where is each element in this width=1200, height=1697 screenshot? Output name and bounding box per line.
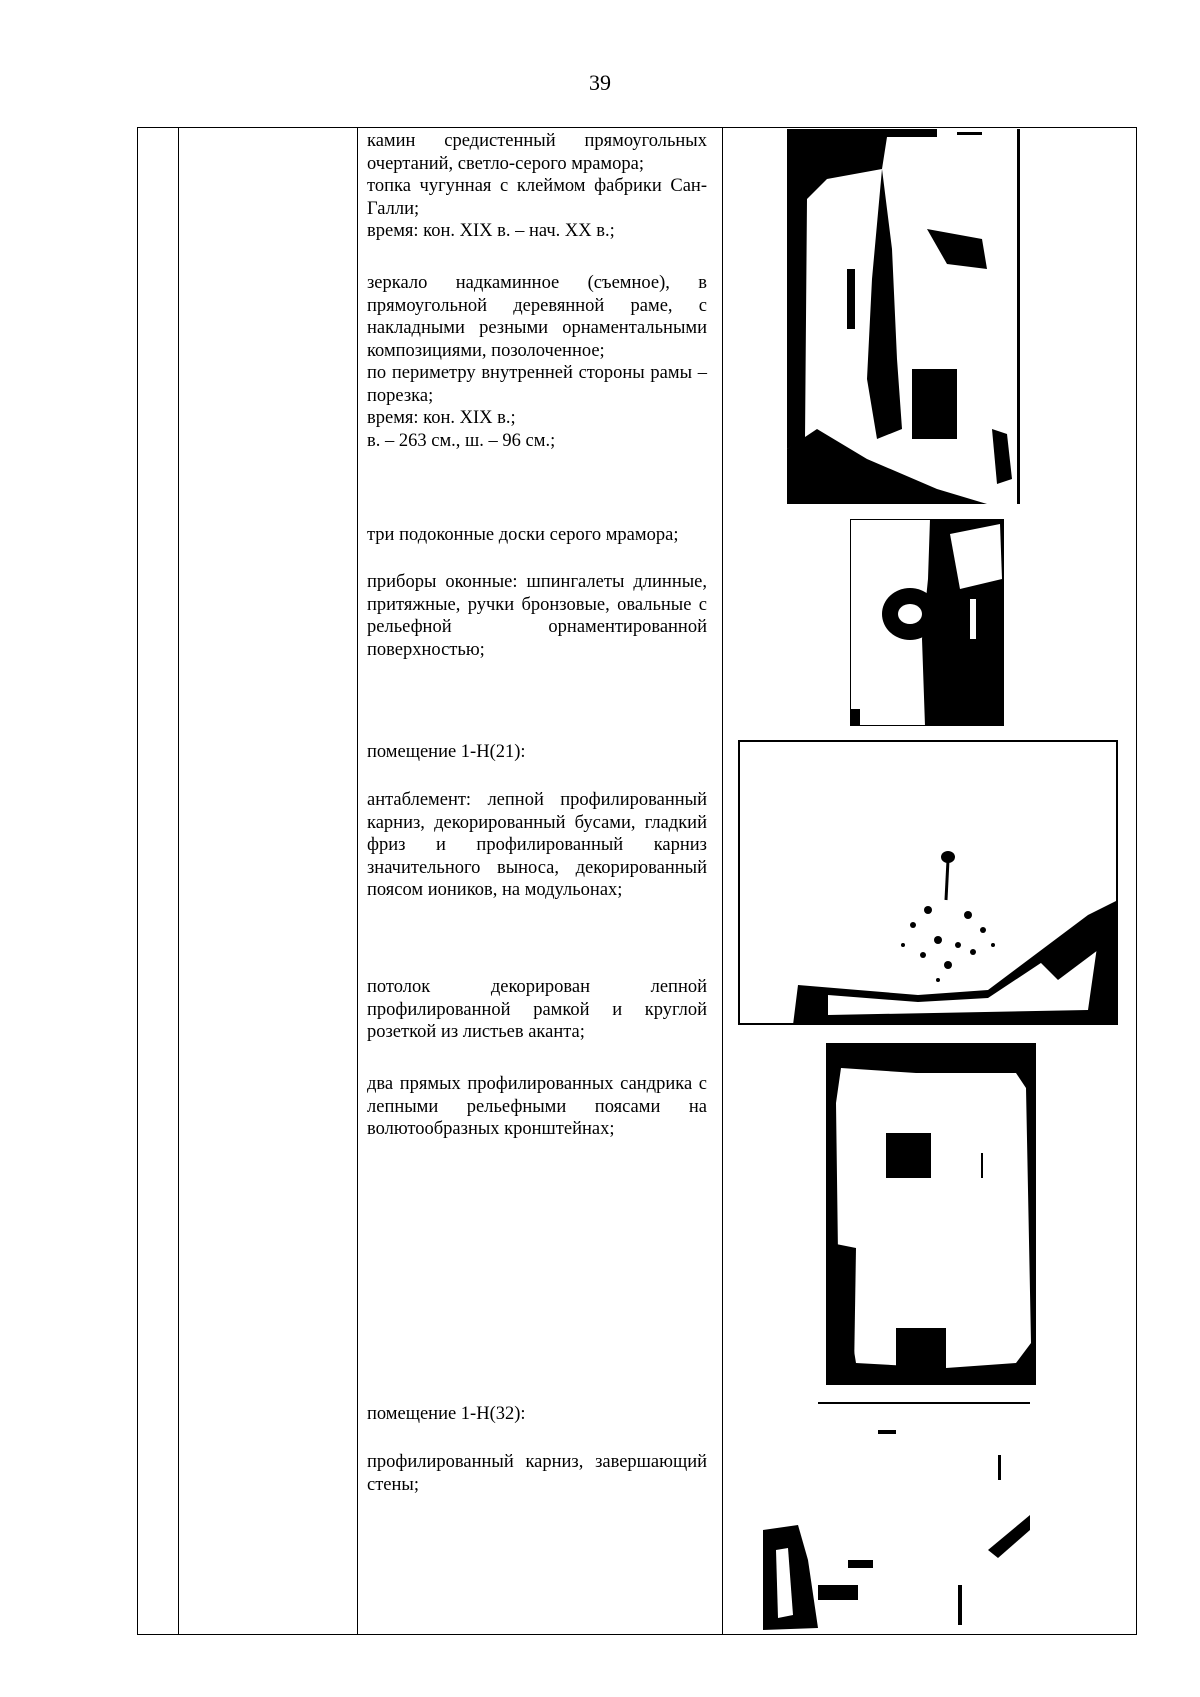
entry-line: время: кон. XIX в.; (367, 408, 516, 428)
column-divider (722, 128, 723, 1634)
entry-line: профилированный карниз, завершающий стены; (367, 1452, 707, 1495)
photo-room-cornice (758, 1400, 1033, 1633)
photo-chandelier-cornice (738, 740, 1118, 1025)
entry-fireplace (367, 130, 707, 243)
entry-room-32 (367, 1403, 707, 1426)
entry-sandriks (367, 1073, 707, 1141)
entry-line: потолок декорирован лепной профилированной рамкой и круглой розеткой из листьев аканта; (367, 977, 707, 1042)
entry-window-fittings (367, 571, 707, 661)
entry-room-21 (367, 741, 707, 764)
entry-line: время: кон. XIX в. – нач. XX в.; (367, 221, 615, 241)
entry-line: приборы оконные: шпингалеты длинные, притяжные, ручки бронзовые, овальные с рельефной орнаментированной поверхностью; (367, 572, 707, 660)
entry-line: помещение 1-Н(32): (367, 1404, 526, 1424)
entry-line: топка чугунная с клеймом фабрики Сан-Галли; (367, 176, 707, 219)
entry-entablature (367, 789, 707, 902)
column-divider (178, 128, 179, 1634)
entry-line: в. – 263 см., ш. – 96 см.; (367, 430, 556, 451)
entry-mirror (367, 272, 707, 452)
photo-room-wall (826, 1043, 1036, 1385)
page-number: 39 (589, 70, 611, 95)
entry-line: три подоконные доски серого мрамора; (367, 525, 679, 545)
entry-line: по периметру внутренней стороны рамы – порезка; (367, 363, 707, 406)
entry-ceiling (367, 976, 707, 1044)
entry-line: антаблемент: лепной профилированный карниз, декорированный бусами, гладкий фриз и профилированный карниз значительного выноса, декорированный поясом иоников, на модульонах; (367, 790, 707, 900)
photo-fireplace-mirror (787, 129, 1020, 504)
entry-windowsills (367, 524, 707, 547)
photo-window-handle (850, 519, 1004, 726)
column-divider (357, 128, 358, 1634)
entry-cornice (367, 1451, 707, 1496)
entry-line: камин средистенный прямоугольных очертаний, светло-серого мрамора; (367, 131, 707, 174)
entry-line: зеркало надкаминное (съемное), в прямоугольной деревянной раме, с накладными резными орнаментальными композициями, позолоченное; (367, 273, 707, 361)
entry-line: помещение 1-Н(21): (367, 742, 526, 762)
entry-line: два прямых профилированных сандрика с лепными рельефными поясами на волютообразных кронштейнах; (367, 1074, 707, 1139)
